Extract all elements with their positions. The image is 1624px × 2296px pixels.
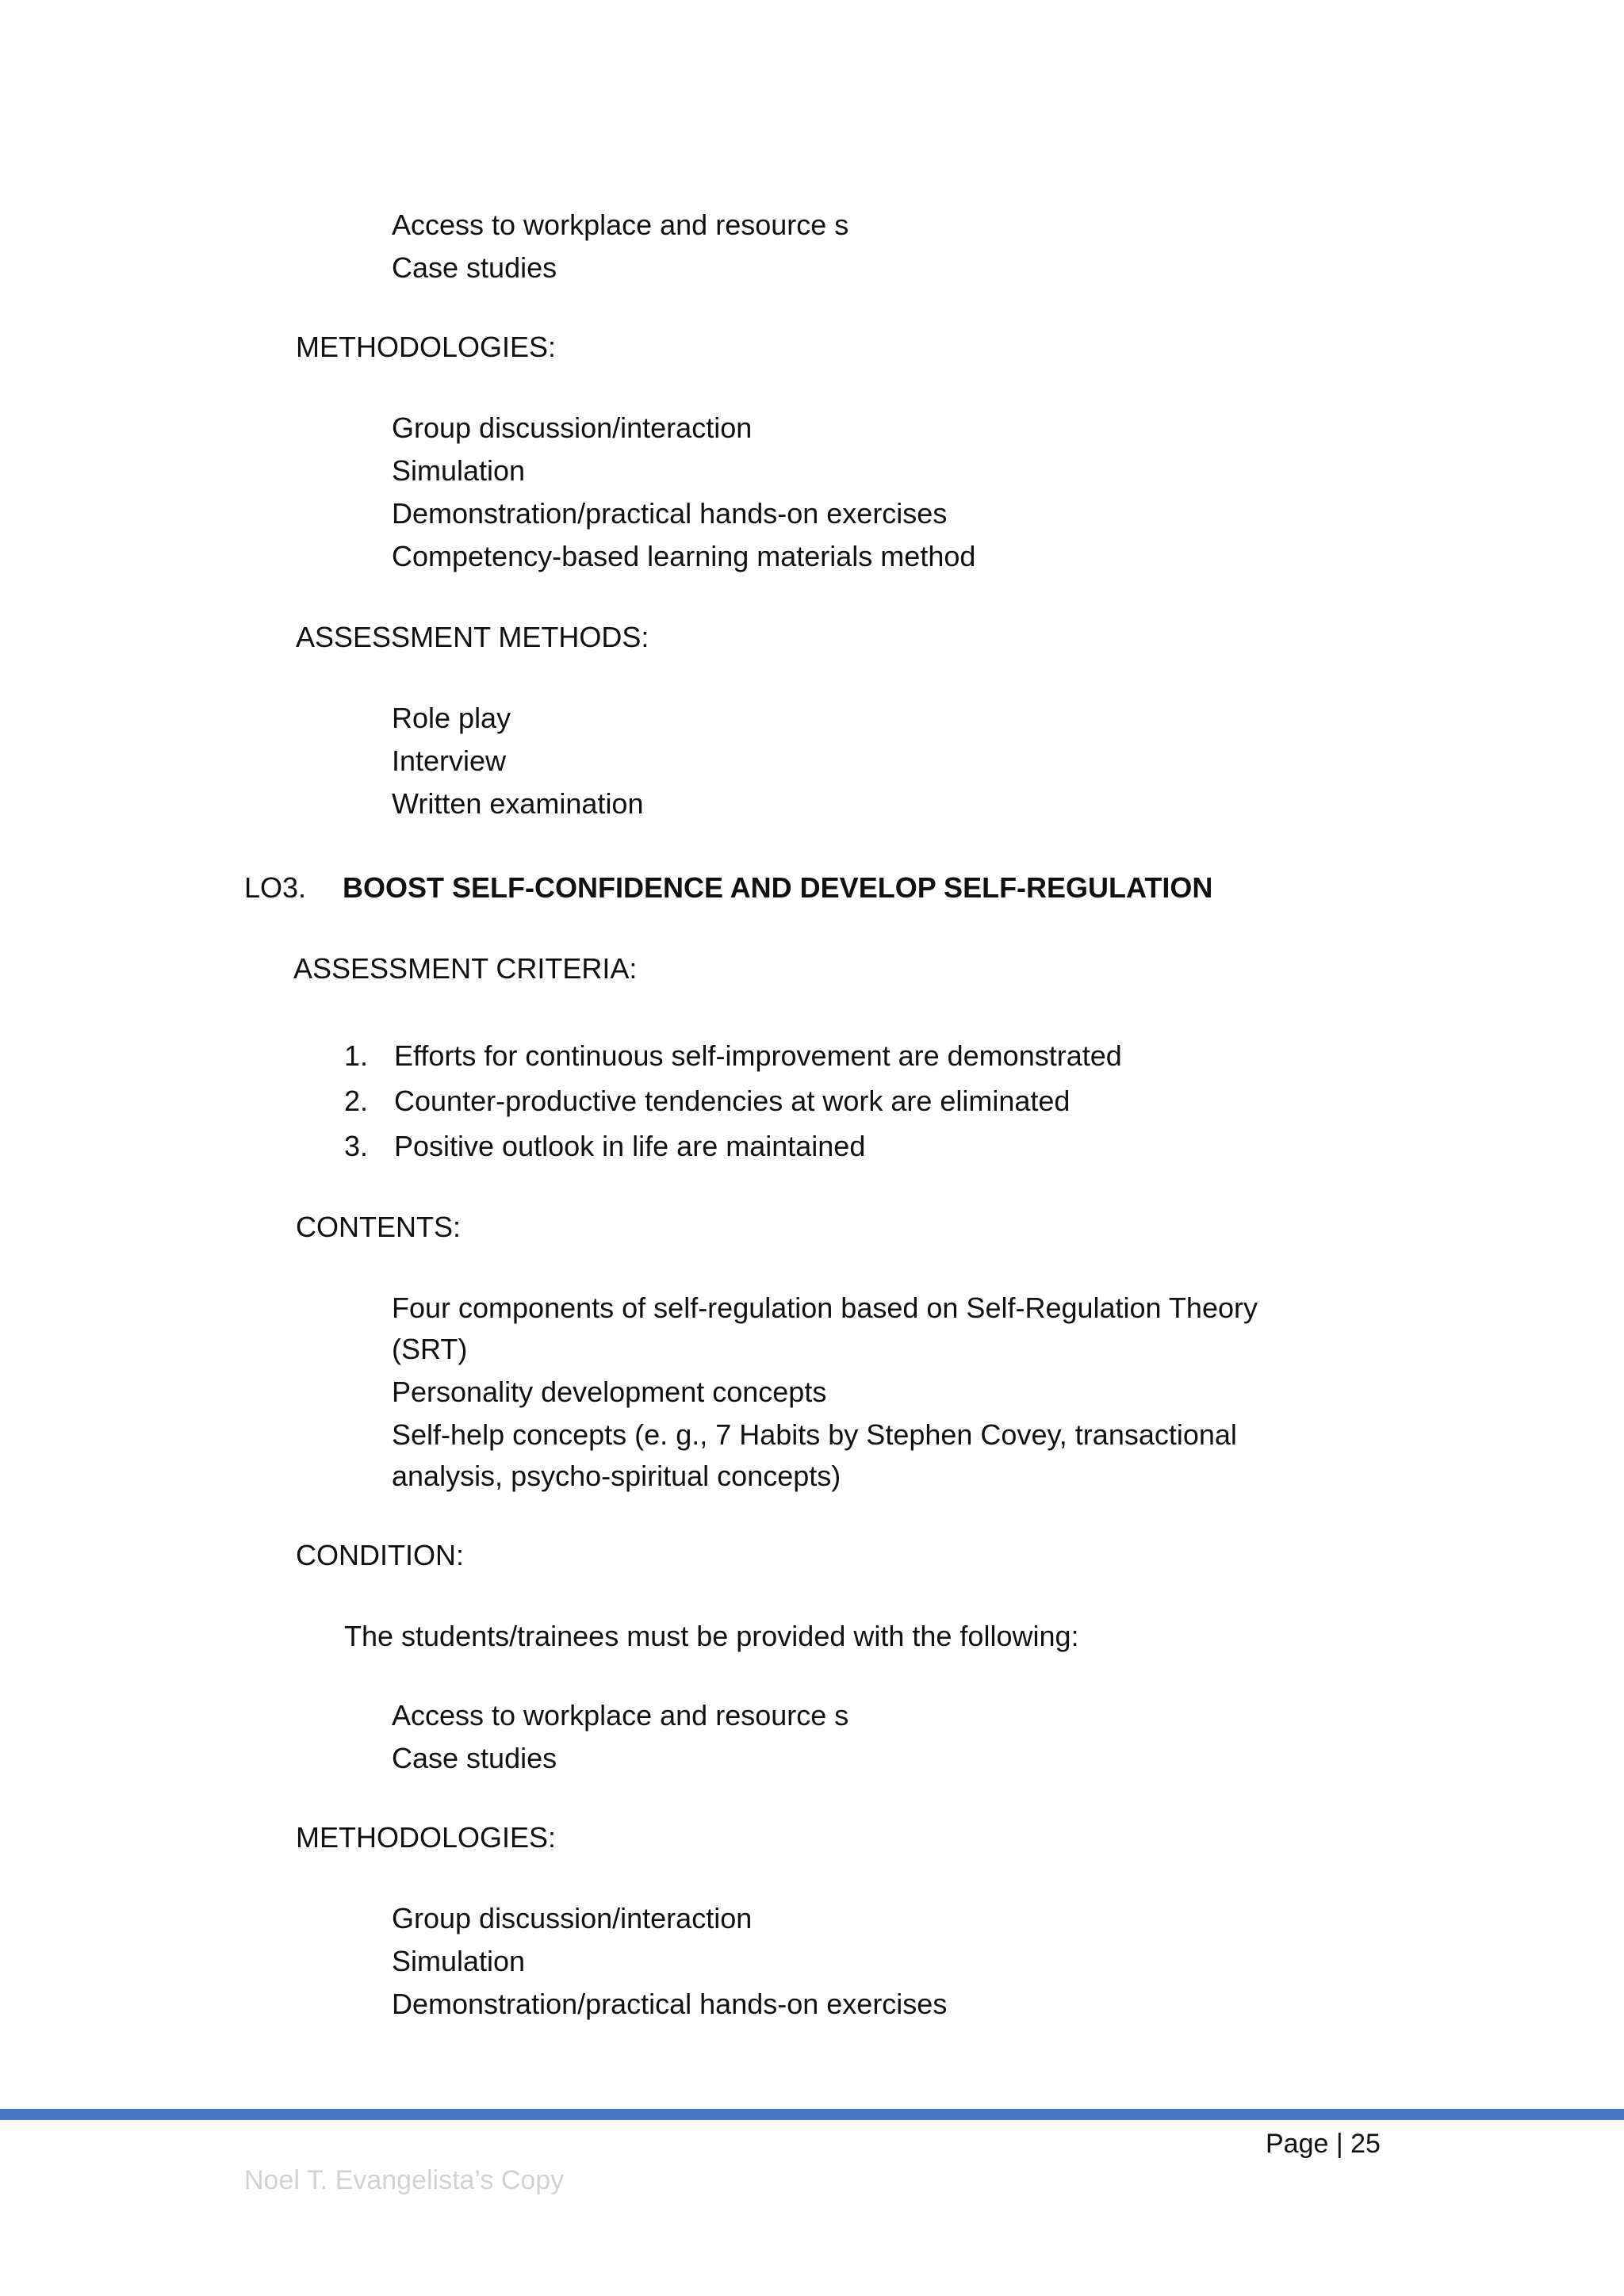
- assessment-item: Interview: [392, 744, 507, 777]
- methodology-item: Demonstration/practical hands-on exercises: [392, 497, 948, 530]
- methodology-item: Demonstration/practical hands-on exercises: [392, 1988, 948, 2020]
- methodology-item: Group discussion/interaction: [392, 1902, 753, 1934]
- methodology-item: Simulation: [392, 1945, 526, 1977]
- resource-item: Access to workplace and resource s: [392, 209, 849, 241]
- resource-item: Case studies: [392, 1742, 557, 1774]
- condition-heading: CONDITION:: [296, 1539, 464, 1571]
- lo-number: LO3.: [244, 871, 307, 904]
- list-number: 2.: [344, 1085, 369, 1117]
- methodology-item: Group discussion/interaction: [392, 411, 753, 444]
- criteria-item: Counter-productive tendencies at work are eliminated: [394, 1085, 1071, 1117]
- contents-heading: CONTENTS:: [296, 1211, 462, 1243]
- content-item: Four components of self-regulation based on Self-Regulation Theory: [392, 1292, 1258, 1324]
- assessment-item: Written examination: [392, 787, 644, 820]
- assessment-methods-heading: ASSESSMENT METHODS:: [296, 621, 649, 653]
- assessment-criteria-heading: ASSESSMENT CRITERIA:: [293, 952, 638, 985]
- page-number: Page | 25: [1266, 2129, 1381, 2159]
- assessment-item: Role play: [392, 702, 511, 734]
- content-item: Personality development concepts: [392, 1376, 827, 1408]
- methodologies-heading: METHODOLOGIES:: [296, 1821, 557, 1854]
- methodologies-heading: METHODOLOGIES:: [296, 331, 557, 363]
- footer-divider: [0, 2109, 1624, 2120]
- methodology-item: Simulation: [392, 454, 526, 487]
- content-item: analysis, psycho-spiritual concepts): [392, 1460, 841, 1492]
- criteria-item: Efforts for continuous self-improvement are demonstrated: [394, 1039, 1122, 1072]
- list-number: 3.: [344, 1130, 369, 1162]
- lo-title: BOOST SELF-CONFIDENCE AND DEVELOP SELF-REGULATION: [343, 871, 1213, 904]
- resource-item: Case studies: [392, 251, 557, 284]
- criteria-item: Positive outlook in life are maintained: [394, 1130, 866, 1162]
- content-item: (SRT): [392, 1333, 468, 1365]
- condition-intro: The students/trainees must be provided with the following:: [344, 1620, 1079, 1652]
- list-number: 1.: [344, 1039, 369, 1072]
- methodology-item: Competency-based learning materials method: [392, 540, 976, 572]
- content-item: Self-help concepts (e. g., 7 Habits by Stephen Covey, transactional: [392, 1418, 1237, 1451]
- watermark-text: Noel T. Evangelista’s Copy: [244, 2165, 565, 2195]
- resource-item: Access to workplace and resource s: [392, 1699, 849, 1732]
